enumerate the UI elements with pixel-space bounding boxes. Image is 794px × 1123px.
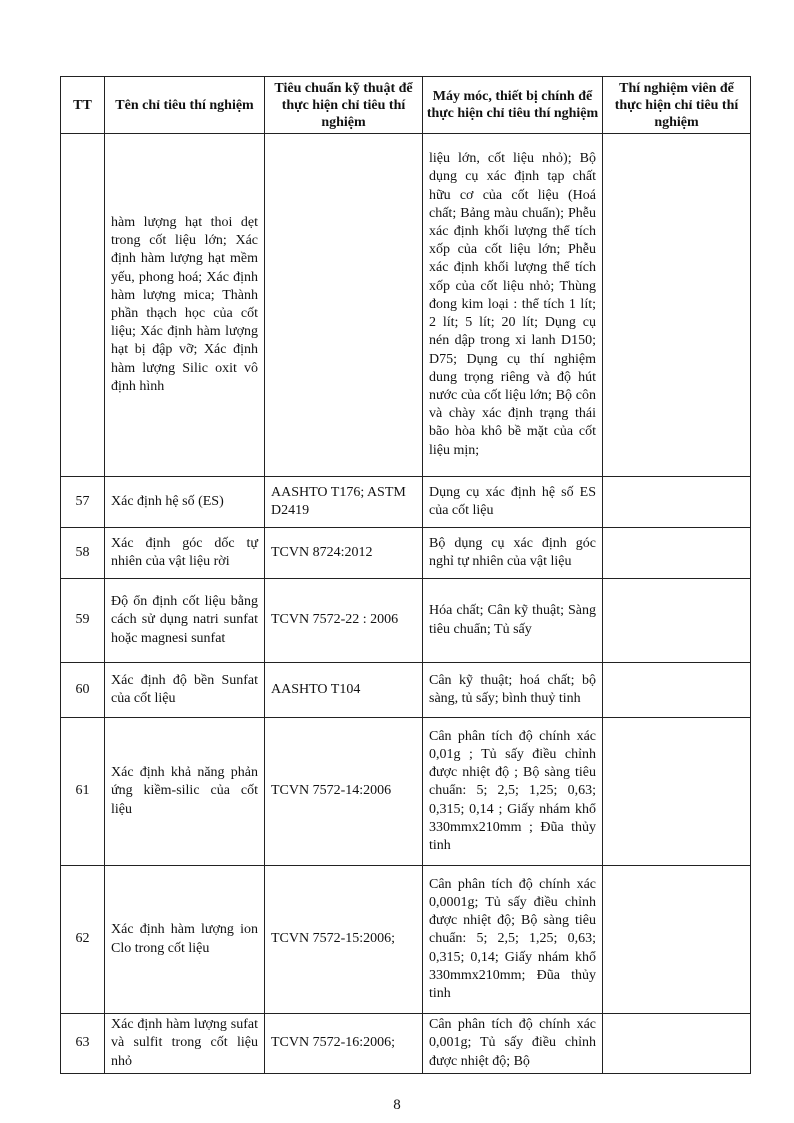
cell-test-name: Xác định hàm lượng sufat và sulfit trong cốt liệu nhỏ bbox=[105, 1014, 265, 1074]
header-equipment: Máy móc, thiết bị chính để thực hiện chỉ tiêu thí nghiệm bbox=[423, 77, 603, 134]
test-table bbox=[60, 76, 751, 1074]
cell-equipment: Cân phân tích độ chính xác 0,001g; Tủ sấy điều chỉnh được nhiệt độ; Bộ bbox=[423, 1014, 603, 1074]
cell-standard: TCVN 7572-15:2006; bbox=[265, 866, 423, 1014]
cell-test-name: Xác định khả năng phản ứng kiềm-silic của cốt liệu bbox=[105, 718, 265, 866]
table-row bbox=[61, 1014, 751, 1074]
table-row bbox=[61, 866, 751, 1014]
cell-tester bbox=[603, 134, 751, 477]
cell-tt: 63 bbox=[61, 1014, 105, 1074]
cell-equipment: liệu lớn, cốt liệu nhỏ); Bộ dụng cụ xác định tạp chất hữu cơ của cốt liệu (Hoá chất; Bảng màu chuẩn); Phễu xác định khối lượng thể tích xốp của cốt liệu lớn; Phễu xác định khối lượng thể tích xốp của cốt liệu nhỏ; Thùng đong kim loại : thể tích 1 lít; 2 lít; 5 lít; 20 lít; Dụng cụ nén dập trong xi lanh D150; D75; Dụng cụ thí nghiệm dung trọng riêng và độ hút nước của cốt liệu lớn; Bộ côn và chày xác định trạng thái bão hòa khô bề mặt của cốt liệu mịn; bbox=[423, 134, 603, 477]
page-number: 8 bbox=[393, 1097, 401, 1113]
cell-tt: 59 bbox=[61, 579, 105, 663]
cell-test-name: Xác định hàm lượng ion Clo trong cốt liệu bbox=[105, 866, 265, 1014]
table-row bbox=[61, 477, 751, 528]
cell-equipment: Hóa chất; Cân kỹ thuật; Sàng tiêu chuẩn; Tủ sấy bbox=[423, 579, 603, 663]
cell-test-name: Xác định hệ số (ES) bbox=[105, 477, 265, 528]
cell-test-name: Độ ổn định cốt liệu bằng cách sử dụng natri sunfat hoặc magnesi sunfat bbox=[105, 579, 265, 663]
cell-standard: TCVN 7572-16:2006; bbox=[265, 1014, 423, 1074]
cell-standard bbox=[265, 134, 423, 477]
cell-tester bbox=[603, 718, 751, 866]
header-tester: Thí nghiệm viên để thực hiện chỉ tiêu thí nghiệm bbox=[603, 77, 751, 134]
cell-tester bbox=[603, 528, 751, 579]
cell-tester bbox=[603, 866, 751, 1014]
cell-tt: 62 bbox=[61, 866, 105, 1014]
cell-equipment: Cân phân tích độ chính xác 0,01g ; Tủ sấy điều chỉnh được nhiệt độ ; Bộ sàng tiêu chuẩn: 5; 2,5; 1,25; 0,63; 0,315; 0,14 ; Giấy nhám khổ 330mmx210mm ; Đũa thủy tinh bbox=[423, 718, 603, 866]
header-test-name: Tên chỉ tiêu thí nghiệm bbox=[105, 77, 265, 134]
cell-test-name: Xác định độ bền Sunfat của cốt liệu bbox=[105, 663, 265, 718]
table-row bbox=[61, 663, 751, 718]
cell-equipment: Bộ dụng cụ xác định góc nghỉ tự nhiên của vật liệu bbox=[423, 528, 603, 579]
cell-tt bbox=[61, 134, 105, 477]
header-row bbox=[61, 77, 751, 134]
table-row bbox=[61, 528, 751, 579]
cell-tester bbox=[603, 1014, 751, 1074]
cell-tt: 61 bbox=[61, 718, 105, 866]
cell-equipment: Cân kỹ thuật; hoá chất; bộ sàng, tủ sấy; bình thuỷ tinh bbox=[423, 663, 603, 718]
cell-tester bbox=[603, 477, 751, 528]
cell-standard: AASHTO T104 bbox=[265, 663, 423, 718]
table-row bbox=[61, 718, 751, 866]
header-tt: TT bbox=[61, 77, 105, 134]
cell-tt: 58 bbox=[61, 528, 105, 579]
cell-tt: 57 bbox=[61, 477, 105, 528]
cell-equipment: Cân phân tích độ chính xác 0,0001g; Tủ sấy điều chỉnh được nhiệt độ; Bộ sàng tiêu chuẩn: 5; 2,5; 1,25; 0,63; 0,315; 0,14; Giấy nhám khổ 330mmx210mm; Đũa thủy tinh bbox=[423, 866, 603, 1014]
cell-standard: AASHTO T176; ASTM D2419 bbox=[265, 477, 423, 528]
cell-test-name: Xác định góc dốc tự nhiên của vật liệu rời bbox=[105, 528, 265, 579]
cell-test-name: hàm lượng hạt thoi dẹt trong cốt liệu lớn; Xác định hàm lượng hạt mềm yếu, phong hoá; Xác định hàm lượng mica; Thành phần thạch học của cốt liệu; Xác định hàm lượng hạt bị đập vỡ; Xác định hàm lượng Silic oxit vô định hình bbox=[105, 134, 265, 477]
continuation-row bbox=[61, 134, 751, 477]
table-row bbox=[61, 579, 751, 663]
cell-equipment: Dụng cụ xác định hệ số ES của cốt liệu bbox=[423, 477, 603, 528]
cell-tester bbox=[603, 663, 751, 718]
cell-tt: 60 bbox=[61, 663, 105, 718]
cell-tester bbox=[603, 579, 751, 663]
cell-standard: TCVN 7572-22 : 2006 bbox=[265, 579, 423, 663]
cell-standard: TCVN 7572-14:2006 bbox=[265, 718, 423, 866]
header-standard: Tiêu chuẩn kỹ thuật để thực hiện chỉ tiêu thí nghiệm bbox=[265, 77, 423, 134]
cell-standard: TCVN 8724:2012 bbox=[265, 528, 423, 579]
